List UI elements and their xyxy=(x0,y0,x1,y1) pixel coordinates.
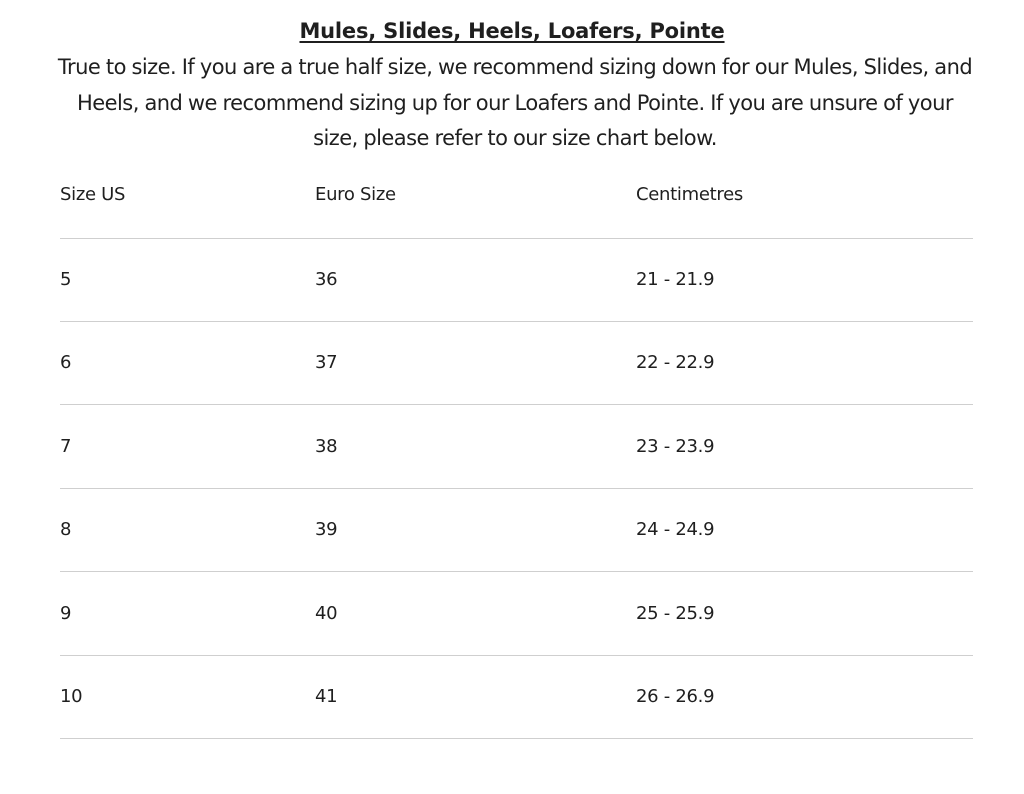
sizing-advice-text: True to size. If you are a true half size, we recommend sizing down for our Mules, Slides, and Heels, and we recommend sizing up for our Loafers and Pointe. If you are unsure of your size, please refer to our size chart below. xyxy=(57,55,973,150)
cell-euro-size: 38 xyxy=(315,436,338,457)
cell-euro-size: 36 xyxy=(315,269,338,290)
cell-euro-size: 39 xyxy=(315,519,338,540)
cell-euro-size: 37 xyxy=(315,352,338,373)
cell-centimetres: 24 - 24.9 xyxy=(636,519,715,540)
cell-euro-size: 41 xyxy=(315,686,338,707)
table-header-row xyxy=(60,182,973,239)
cell-size-us: 10 xyxy=(60,686,83,707)
cell-size-us: 7 xyxy=(60,436,72,457)
cell-size-us: 6 xyxy=(60,352,72,373)
size-chart-table xyxy=(60,0,973,794)
cell-centimetres: 26 - 26.9 xyxy=(636,686,715,707)
table-row xyxy=(60,321,973,405)
cell-centimetres: 21 - 21.9 xyxy=(636,269,715,290)
cell-euro-size: 40 xyxy=(315,603,338,624)
cell-size-us: 9 xyxy=(60,603,72,624)
header-centimetres: Centimetres xyxy=(636,184,743,205)
table-row xyxy=(60,655,973,739)
table-row xyxy=(60,488,973,572)
cell-size-us: 8 xyxy=(60,519,72,540)
table-row xyxy=(60,572,973,656)
header-euro-size: Euro Size xyxy=(315,184,396,205)
section-title: Mules, Slides, Heels, Loafers, Pointe xyxy=(299,19,725,43)
table-row xyxy=(60,405,973,489)
cell-size-us: 5 xyxy=(60,269,72,290)
cell-centimetres: 23 - 23.9 xyxy=(636,436,715,457)
header-size-us: Size US xyxy=(60,184,126,205)
cell-centimetres: 25 - 25.9 xyxy=(636,603,715,624)
table-row xyxy=(60,238,973,322)
cell-centimetres: 22 - 22.9 xyxy=(636,352,715,373)
